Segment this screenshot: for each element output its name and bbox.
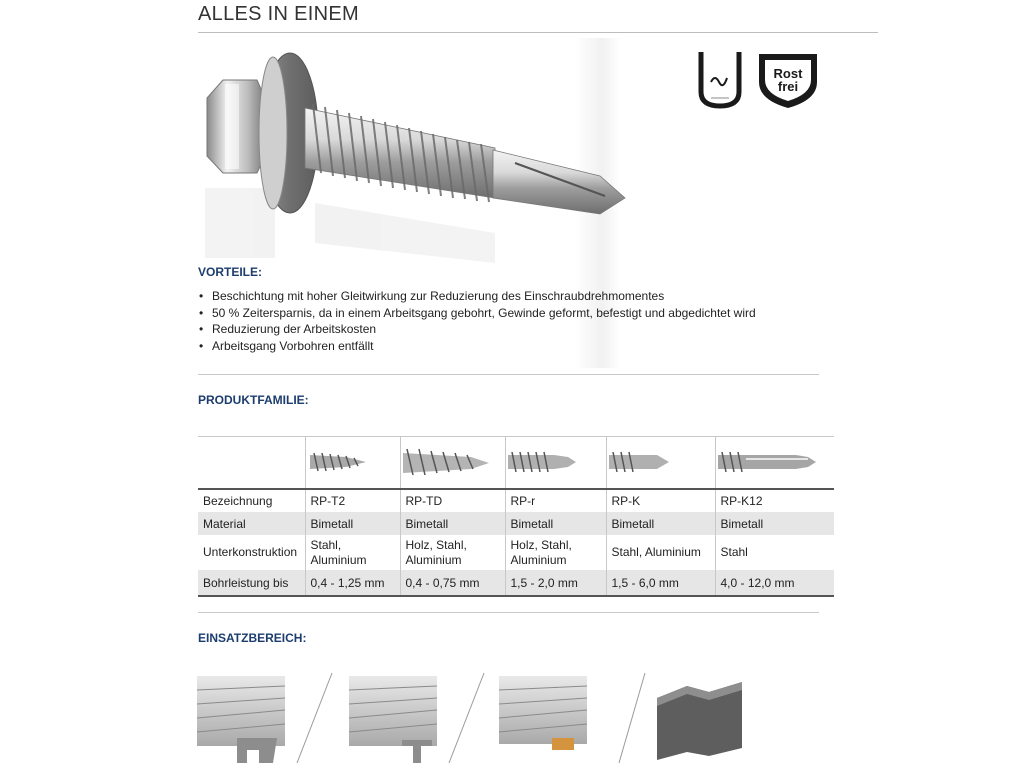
rostfrei-stainless-steel-logo (757, 52, 819, 110)
screw-image-rp-r (505, 437, 606, 490)
table-cell: RP-K12 (715, 489, 834, 512)
page-title: ALLES IN EINEM (198, 3, 359, 25)
row-label: Bohrleistung bis (198, 570, 305, 596)
table-cell: Bimetall (606, 512, 715, 535)
table-cell: 0,4 - 0,75 mm (400, 570, 505, 596)
table-cell: Holz, Stahl, Aluminium (400, 535, 505, 570)
application-image-steel-beam (349, 676, 437, 763)
produktfamilie-heading: PRODUKTFAMILIE: (198, 393, 309, 407)
table-cell: Stahl, Aluminium (606, 535, 715, 570)
table-cell: Bimetall (305, 512, 400, 535)
product-family-table (198, 436, 834, 597)
list-item: • 50 % Zeitersparnis, da in einem Arbeitsgang gebohrt, Gewinde geformt, befestigt und abgedichtet wird (198, 305, 756, 322)
row-label: Unterkonstruktion (203, 545, 298, 559)
application-image-wood-substructure (499, 676, 587, 750)
list-item: • Beschichtung mit hoher Gleitwirkung zur Reduzierung des Einschraubdrehmomentes (198, 288, 756, 305)
vorteile-list (198, 288, 756, 354)
table-cell: RP-T2 (305, 489, 400, 512)
table-cell: Stahl, Aluminium (305, 535, 400, 570)
row-label: Material (198, 512, 305, 535)
table-row (198, 489, 834, 512)
table-cell: 4,0 - 12,0 mm (715, 570, 834, 596)
table-row (198, 570, 834, 596)
list-item: • Arbeitsgang Vorbohren entfällt (198, 338, 756, 355)
table-cell: RP-K (606, 489, 715, 512)
frei-text: frei (777, 79, 799, 94)
table-cell: Holz, Stahl, Aluminium (505, 535, 606, 570)
table-cell: 1,5 - 6,0 mm (606, 570, 715, 596)
list-item: • Reduzierung der Arbeitskosten (198, 321, 756, 338)
table-cell: Stahl (715, 535, 834, 570)
einsatzbereich-heading: EINSATZBEREICH: (198, 631, 307, 645)
application-image-trapezoid-sheet (657, 682, 742, 760)
screw-image-rp-t2 (305, 437, 400, 490)
rost-text: Rost (773, 66, 803, 81)
row-label: Bezeichnung (198, 489, 305, 512)
table-cell: 0,4 - 1,25 mm (305, 570, 400, 596)
table-row (198, 535, 834, 570)
table-cell: RP-TD (400, 489, 505, 512)
table-row (198, 512, 834, 535)
table-cell: Bimetall (715, 512, 834, 535)
title-divider (198, 32, 878, 33)
application-image-steel-profile (197, 676, 285, 763)
section-divider (198, 374, 819, 375)
section-divider (198, 612, 819, 613)
table-cell: 1,5 - 2,0 mm (505, 570, 606, 596)
certification-logo-u (697, 48, 743, 110)
screw-image-rp-k (606, 437, 715, 490)
vorteile-heading: VORTEILE: (198, 265, 263, 279)
screw-image-rp-k12 (715, 437, 834, 490)
table-cell: Bimetall (505, 512, 606, 535)
application-images (197, 668, 757, 768)
table-cell: RP-r (505, 489, 606, 512)
screw-image-rp-td (400, 437, 505, 490)
screw-hero-image (195, 38, 635, 268)
table-cell: Bimetall (400, 512, 505, 535)
table-row (198, 437, 834, 490)
